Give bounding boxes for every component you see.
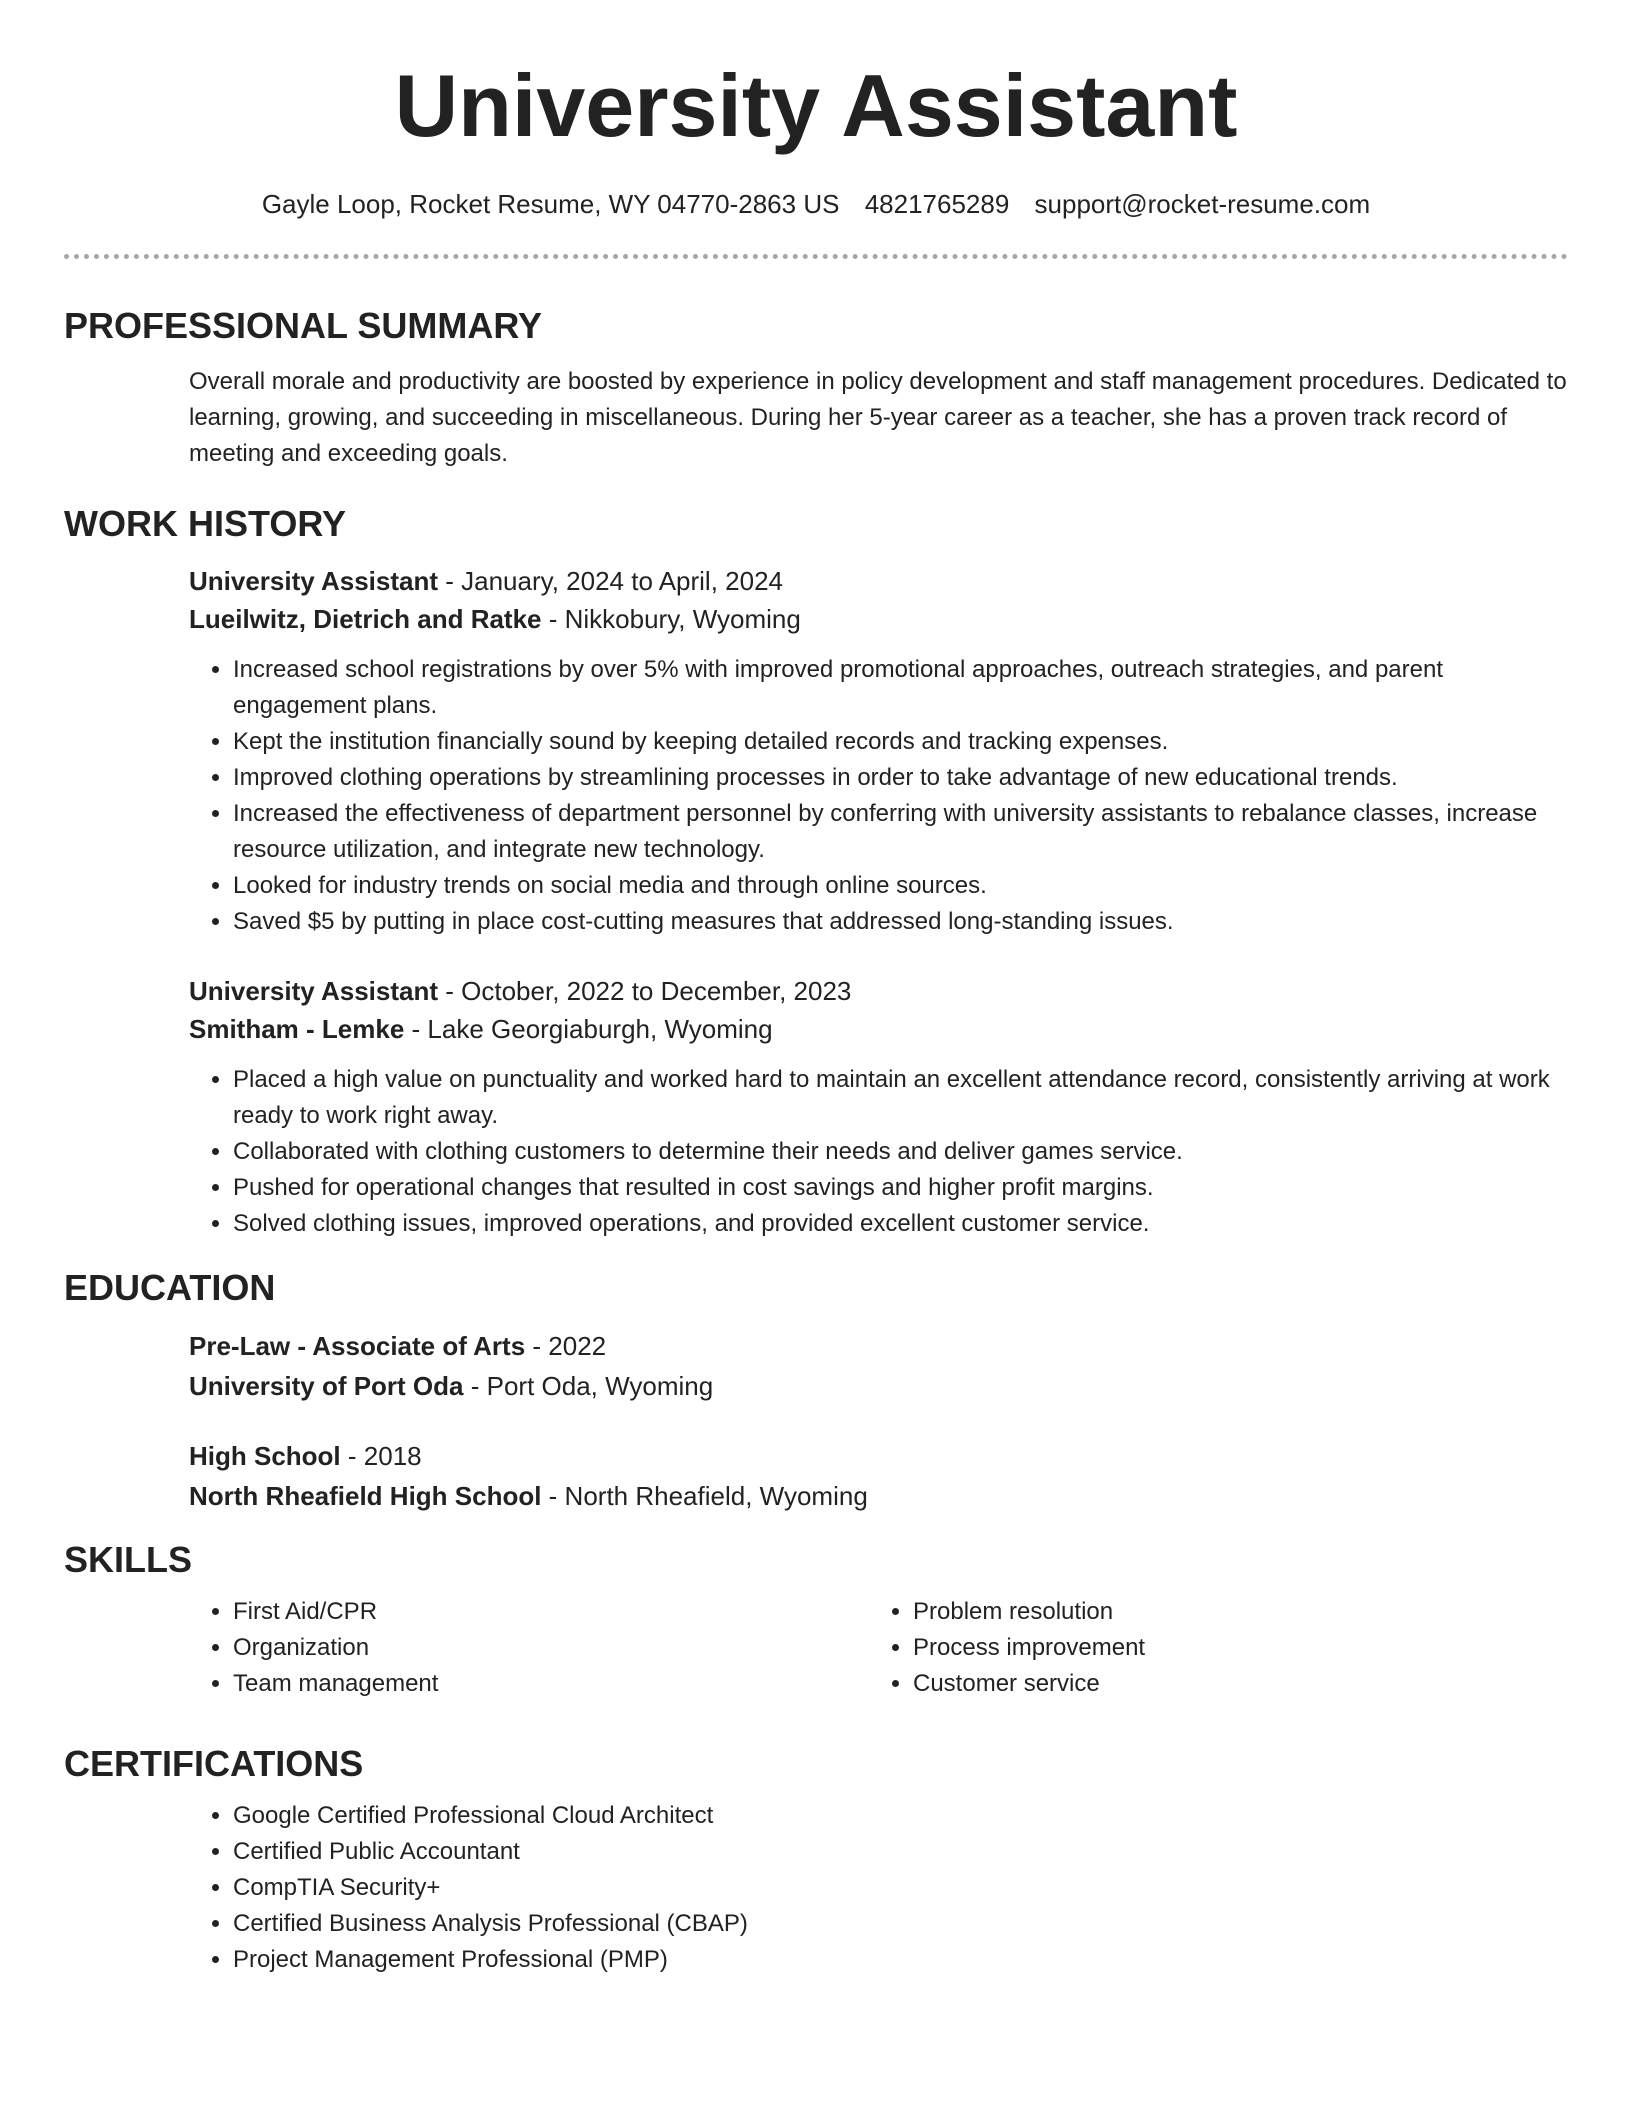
job-bullets xyxy=(189,652,1568,940)
job-bullet: • Improved clothing operations by streamlining processes in order to take advantage of new educational trends. xyxy=(233,760,1568,796)
certifications-title: CERTIFICATIONS xyxy=(64,1743,364,1784)
job-dates: - October, 2022 to December, 2023 xyxy=(438,976,852,1006)
job-bullet: • Kept the institution financially sound by keeping detailed records and tracking expenses. xyxy=(233,724,1568,760)
job-role-line xyxy=(189,562,1568,600)
summary-text: Overall morale and productivity are boosted by experience in policy development and staff management procedures. Dedicated to learning, growing, and succeeding in miscellaneous. During her 5-year career as a teacher, she has a proven track record of meeting and exceeding goals. xyxy=(189,368,1567,467)
skill-item: • First Aid/CPR xyxy=(233,1594,869,1630)
education-degree: Pre-Law - Associate of Arts xyxy=(189,1331,526,1361)
contact-email: support@rocket-resume.com xyxy=(1034,189,1371,219)
job-bullet: • Placed a high value on punctuality and worked hard to maintain an excellent attendance record, consistently arriving at work ready to work right away. xyxy=(233,1062,1568,1134)
education-school-line xyxy=(189,1366,1568,1406)
job-bullets xyxy=(189,1062,1568,1242)
education-title: EDUCATION xyxy=(64,1267,276,1308)
contact-phone: 4821765289 xyxy=(864,189,1010,219)
education-degree: High School xyxy=(189,1441,341,1471)
certifications-list xyxy=(189,1798,1568,1978)
job-company-line xyxy=(189,1010,1568,1048)
skill-item: • Process improvement xyxy=(913,1630,1549,1666)
job-role: University Assistant xyxy=(189,976,439,1006)
job-bullet: • Increased school registrations by over 5% with improved promotional approaches, outreach strategies, and parent engagement plans. xyxy=(233,652,1568,724)
education-entry xyxy=(64,1326,1568,1406)
header-divider xyxy=(64,254,1568,259)
job-role: University Assistant xyxy=(189,566,439,596)
certifications-section xyxy=(64,1742,1568,1978)
certification-item: • Certified Business Analysis Professional (CBAP) xyxy=(233,1906,1568,1942)
skills-list xyxy=(189,1594,869,1702)
education-section xyxy=(64,1266,1568,1516)
job-bullet: • Saved $5 by putting in place cost-cutting measures that addressed long-standing issues. xyxy=(233,904,1568,940)
certification-item: • Project Management Professional (PMP) xyxy=(233,1942,1568,1978)
skills-list xyxy=(869,1594,1549,1702)
job-location: - Lake Georgiaburgh, Wyoming xyxy=(404,1014,773,1044)
education-school: North Rheafield High School xyxy=(189,1481,542,1511)
education-location: - North Rheafield, Wyoming xyxy=(541,1481,868,1511)
skill-item: • Problem resolution xyxy=(913,1594,1549,1630)
education-school-line xyxy=(189,1476,1568,1516)
education-location: - Port Oda, Wyoming xyxy=(463,1371,714,1401)
certification-item: • Google Certified Professional Cloud Architect xyxy=(233,1798,1568,1834)
job-entry xyxy=(64,562,1568,940)
job-bullet: • Collaborated with clothing customers to determine their needs and deliver games service. xyxy=(233,1134,1568,1170)
summary-title: PROFESSIONAL SUMMARY xyxy=(64,305,543,346)
education-degree-line xyxy=(189,1436,1568,1476)
certification-item: • CompTIA Security+ xyxy=(233,1870,1568,1906)
contact-line xyxy=(64,188,1568,220)
job-bullet: • Pushed for operational changes that resulted in cost savings and higher profit margins. xyxy=(233,1170,1568,1206)
job-company: Smitham - Lemke xyxy=(189,1014,405,1044)
job-location: - Nikkobury, Wyoming xyxy=(541,604,801,634)
job-role-line xyxy=(189,972,1568,1010)
education-school: University of Port Oda xyxy=(189,1371,464,1401)
job-bullet: • Looked for industry trends on social media and through online sources. xyxy=(233,868,1568,904)
certification-item: • Certified Public Accountant xyxy=(233,1834,1568,1870)
work-history-section xyxy=(64,502,1568,1242)
skill-item: • Customer service xyxy=(913,1666,1549,1702)
job-company: Lueilwitz, Dietrich and Ratke xyxy=(189,604,542,634)
candidate-name: University Assistant xyxy=(394,56,1238,155)
contact-address: Gayle Loop, Rocket Resume, WY 04770-2863 US xyxy=(261,189,840,219)
work-history-title: WORK HISTORY xyxy=(64,503,347,544)
job-bullet: • Increased the effectiveness of department personnel by conferring with university assistants to rebalance classes, increase resource utilization, and integrate new technology. xyxy=(233,796,1568,868)
job-bullet: • Solved clothing issues, improved operations, and provided excellent customer service. xyxy=(233,1206,1568,1242)
skill-item: • Organization xyxy=(233,1630,869,1666)
job-dates: - January, 2024 to April, 2024 xyxy=(438,566,783,596)
education-degree-line xyxy=(189,1326,1568,1366)
skills-title: SKILLS xyxy=(64,1539,193,1580)
skills-column-left xyxy=(189,1594,869,1702)
skills-section xyxy=(64,1538,1568,1702)
education-year: - 2022 xyxy=(525,1331,607,1361)
education-year: - 2018 xyxy=(340,1441,422,1471)
skill-item: • Team management xyxy=(233,1666,869,1702)
job-entry xyxy=(64,972,1568,1242)
summary-section xyxy=(64,304,1568,472)
education-entry xyxy=(64,1436,1568,1516)
resume-page xyxy=(64,0,1568,1978)
skills-column-right xyxy=(869,1594,1549,1702)
job-company-line xyxy=(189,600,1568,638)
